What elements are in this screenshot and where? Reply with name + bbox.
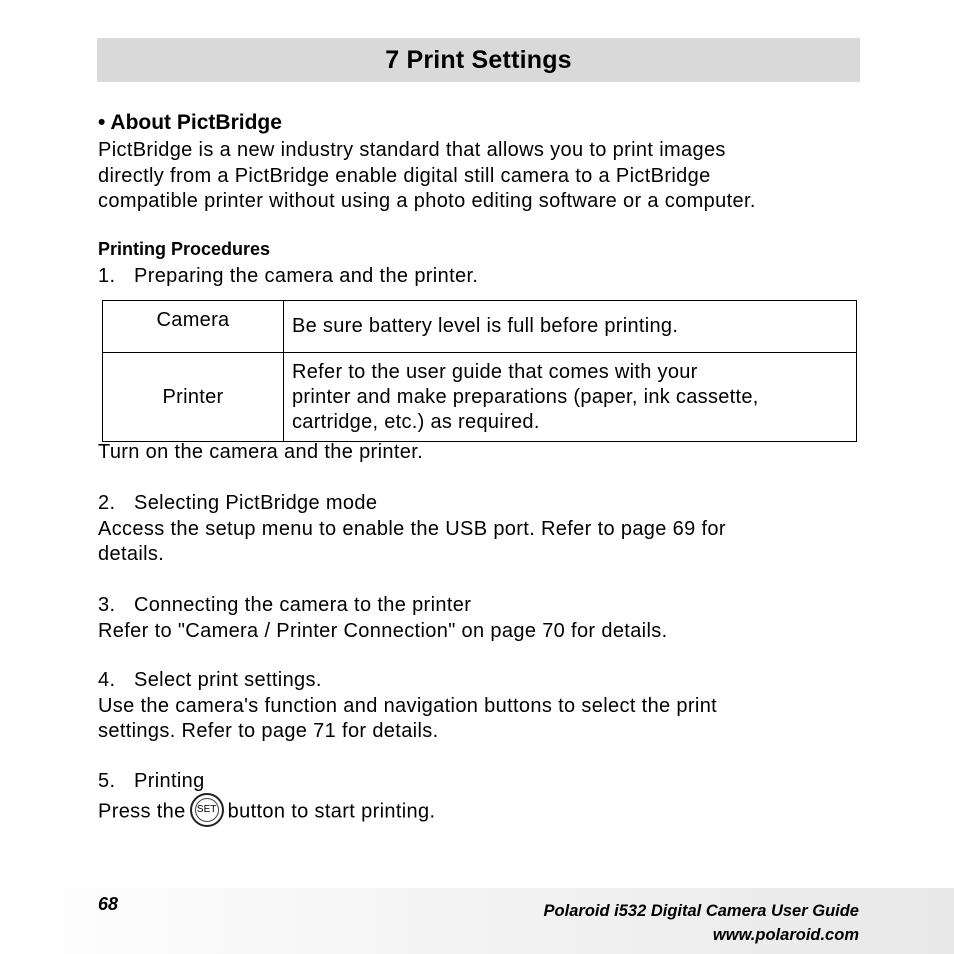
table-row	[103, 353, 857, 442]
about-pictbridge-heading: • About PictBridge	[98, 111, 282, 134]
footer-info	[544, 899, 859, 947]
step-line: Access the setup menu to enable the USB port. Refer to page 69 for	[98, 517, 726, 540]
section-header-bar	[97, 38, 860, 82]
paragraph-line: directly from a PictBridge enable digital still camera to a PictBridge	[98, 164, 711, 187]
table-cell-label: Camera	[103, 301, 284, 353]
step-title: Preparing the camera and the printer.	[134, 265, 479, 287]
set-button-icon	[190, 793, 224, 827]
preparation-table	[102, 300, 857, 442]
step-1	[98, 264, 478, 290]
step-line: settings. Refer to page 71 for details.	[98, 720, 439, 742]
step-number: 5.	[98, 770, 116, 792]
step-title: Selecting PictBridge mode	[134, 492, 378, 514]
step-number: 3.	[98, 594, 116, 616]
section-title: 7 Print Settings	[385, 45, 572, 74]
website-link[interactable]: www.polaroid.com	[712, 926, 859, 944]
description-line: printer and make preparations (paper, ink cassette,	[292, 385, 759, 408]
step-line	[98, 795, 435, 829]
table-cell-label: Printer	[103, 353, 284, 442]
table-row	[103, 301, 857, 353]
step-title: Connecting the camera to the printer	[134, 594, 472, 616]
description-line: Be sure battery level is full before printing.	[292, 315, 679, 337]
step-4	[98, 668, 717, 745]
step-2	[98, 491, 726, 568]
after-table-text: Turn on the camera and the printer.	[98, 441, 424, 463]
description-line: cartridge, etc.) as required.	[292, 410, 540, 433]
step-3	[98, 593, 668, 644]
printing-procedures-heading: Printing Procedures	[98, 239, 271, 259]
press-text-before: Press the	[98, 799, 186, 822]
step-title: Select print settings.	[134, 669, 322, 691]
guide-title: Polaroid i532 Digital Camera User Guide	[543, 902, 859, 920]
table-cell-description	[284, 353, 857, 442]
step-number: 2.	[98, 492, 116, 514]
table-cell-description	[284, 301, 857, 353]
set-button-label: SET	[196, 803, 217, 815]
about-pictbridge-paragraph	[98, 138, 756, 215]
step-line: Refer to "Camera / Printer Connection" on page 70 for details.	[98, 619, 668, 642]
step-line: Use the camera's function and navigation buttons to select the print	[98, 694, 718, 717]
description-line: Refer to the user guide that comes with your	[292, 360, 698, 383]
step-line: details.	[98, 543, 165, 565]
step-title: Printing	[134, 770, 205, 792]
step-5	[98, 769, 435, 829]
step-number: 4.	[98, 669, 116, 691]
page-number: 68	[98, 894, 119, 914]
paragraph-line: compatible printer without using a photo editing software or a computer.	[98, 190, 756, 212]
paragraph-line: PictBridge is a new industry standard that allows you to print images	[98, 139, 726, 161]
step-number: 1.	[98, 265, 116, 287]
press-text-after: button to start printing.	[227, 799, 436, 822]
